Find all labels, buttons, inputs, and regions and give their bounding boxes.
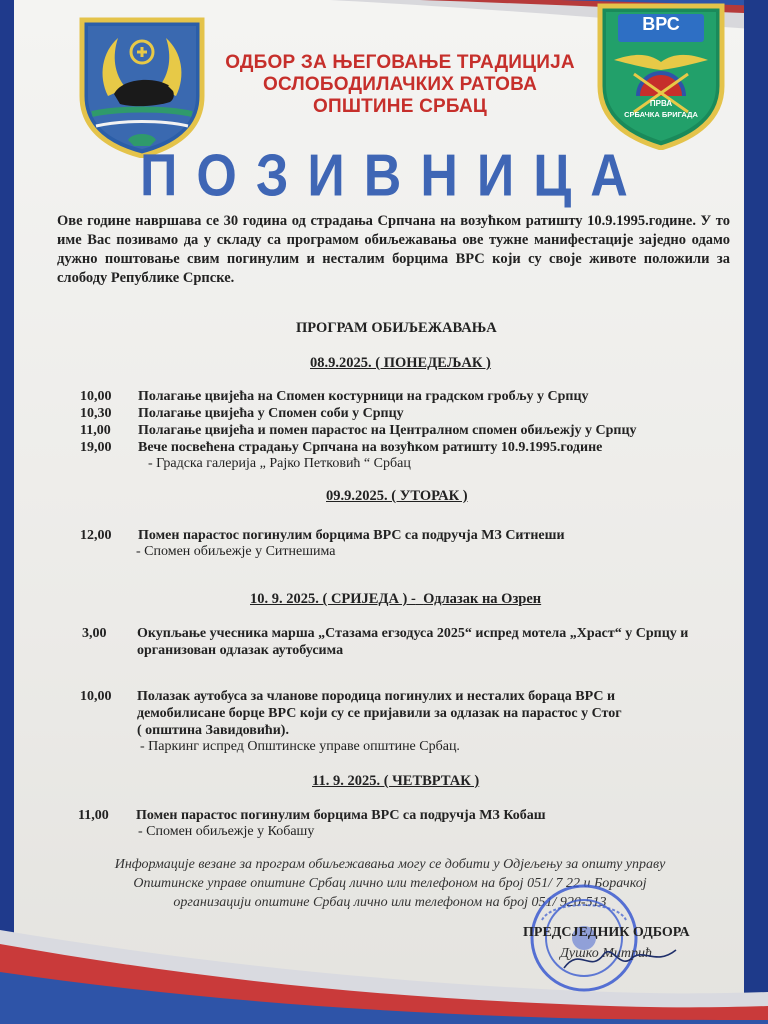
srbac-coat-of-arms bbox=[78, 16, 206, 158]
left-edge bbox=[0, 0, 14, 1024]
location-note: - Градска галерија „ Рајко Петковић “ Србац bbox=[148, 456, 411, 471]
schedule-time: 19,00 bbox=[80, 440, 112, 455]
footer-line: Општинске управе општине Србац лично или телефоном на број 051/ 7 22 и Борачкој bbox=[133, 876, 647, 891]
schedule-text: Помен парастос погинулим борцима ВРС са подручја МЗ Кобаш bbox=[136, 808, 546, 823]
organization-name bbox=[210, 52, 590, 118]
handwritten-signature bbox=[560, 940, 680, 980]
schedule-text: ( општина Завидовићи). bbox=[137, 723, 289, 738]
brigade-label-line1: ПРВА bbox=[649, 99, 673, 108]
schedule-time: 12,00 bbox=[80, 528, 112, 543]
org-line-1: ОДБОР ЗА ЊЕГОВАЊЕ ТРАДИЦИЈА bbox=[225, 52, 575, 73]
right-edge bbox=[744, 0, 768, 1024]
day-heading: 09.9.2025. ( УТОРАК ) bbox=[326, 488, 468, 504]
schedule-text: Вече посвећена страдању Српчана на возућком ратишту 10.9.1995.године bbox=[138, 440, 603, 455]
signature-title: ПРЕДСЈЕДНИК ОДБОРА bbox=[523, 925, 690, 940]
schedule-time: 10,30 bbox=[80, 406, 112, 421]
schedule-time: 11,00 bbox=[80, 423, 111, 438]
schedule-text: Полагање цвијећа на Спомен костурници на градском гробљу у Српцу bbox=[138, 389, 589, 404]
day-heading bbox=[250, 591, 541, 608]
footer-line: организацији општине Србац лично или телефоном на број 051/ 920-513 bbox=[173, 895, 607, 910]
schedule-text: организован одлазак аутобусима bbox=[137, 643, 344, 658]
org-line-3: ОПШТИНЕ СРБАЦ bbox=[313, 96, 487, 117]
schedule-text: Полазак аутобуса за чланове породица погинулих и несталих бораца ВРС и bbox=[137, 689, 616, 704]
day-heading-date: 10. 9. 2025. ( СРИЈЕДА ) - bbox=[250, 591, 416, 607]
schedule-text: Полагање цвијећа и помен парастос на Централном спомен обиљежју у Српцу bbox=[138, 423, 637, 438]
schedule-text: Полагање цвијећа у Спомен соби у Српцу bbox=[138, 406, 404, 421]
schedule-text: демобилисане борце ВРС који су се пријавили за одлазак на парастос у Стог bbox=[137, 706, 622, 721]
schedule-time: 11,00 bbox=[78, 808, 109, 823]
location-note: - Спомен обиљежје у Ситнешима bbox=[136, 544, 336, 559]
footer-line: Информације везане за програм обиљежавања могу се добити у Одјељењу за општу управу bbox=[114, 857, 666, 872]
day-heading: 11. 9. 2025. ( ЧЕТВРТАК ) bbox=[312, 773, 480, 789]
schedule-text: Окупљање учесника марша „Стазама егзодуса 2025“ испред мотела „Храст“ у Српцу и bbox=[137, 626, 689, 641]
location-note: - Паркинг испред Општинске управе општине Србац. bbox=[140, 739, 460, 754]
schedule-text: Помен парастос погинулим борцима ВРС са подручја МЗ Ситнеши bbox=[138, 528, 565, 543]
vrs-abbreviation: ВРС bbox=[642, 14, 680, 34]
page-title: ПОЗИВНИЦА bbox=[140, 142, 647, 210]
signature-name: Душко Митрић bbox=[560, 946, 652, 961]
day-heading: 08.9.2025. ( ПОНЕДЕЉАК ) bbox=[310, 355, 491, 371]
brigade-label-line2: СРБАЧКА БРИГАДА bbox=[624, 110, 698, 119]
schedule-time: 10,00 bbox=[80, 689, 112, 704]
schedule-time: 10,00 bbox=[80, 389, 112, 404]
location-note: - Спомен обиљежје у Кобашу bbox=[138, 824, 315, 839]
org-line-2: ОСЛОБОДИЛАЧКИХ РАТОВА bbox=[262, 74, 538, 95]
schedule-time: 3,00 bbox=[82, 626, 107, 641]
intro-paragraph: Ове године навршава се 30 година од страдања Српчана на возућком ратишту 10.9.1995.године. У то име Вас позивамо да у складу са програмом обиљежавања ове тужне манифестације заједно одамо дужно поштовање свим погинулим и несталим борцима ВРС који су своје животе положили за слободу Републике Српске. bbox=[57, 213, 730, 286]
program-heading: ПРОГРАМ ОБИЉЕЖАВАЊА bbox=[296, 320, 497, 336]
day-heading-extra: Одлазак на Озрен bbox=[423, 591, 542, 607]
